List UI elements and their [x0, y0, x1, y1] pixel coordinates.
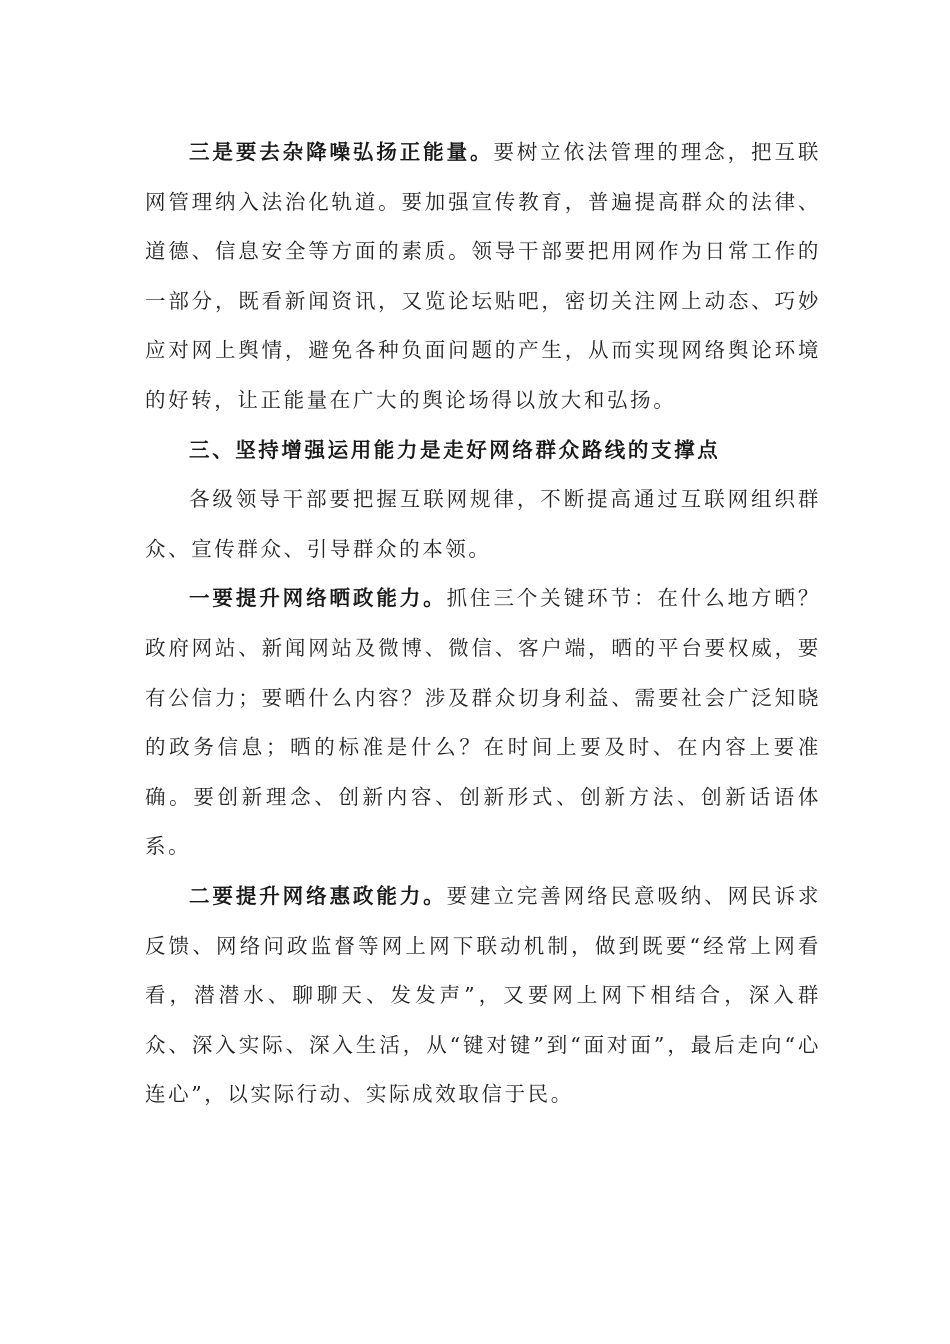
paragraph-body-text: 要树立依法管理的理念，把互联网管理纳入法治化轨道。要加强宣传教育，普遍提高群众的法律、道德、信息安全等方面的素质。领导干部要把用网作为日常工作的一部分，既看新闻资讯，又览论坛贴吧，密切关注网上动态、巧妙应对网上舆情，避免各种负面问题的产生，从而实现网络舆论环境的好转，让正能量在广大的舆论场得以放大和弘扬。	[145, 140, 821, 412]
paragraph-lead-text: 三是要去杂降噪弘扬正能量。	[189, 140, 494, 164]
paragraph-body-text: 各级领导干部要把握互联网规律，不断提高通过互联网组织群众、宣传群众、引导群众的本领。	[145, 487, 821, 561]
paragraph-body-text: 抓住三个关键环节：在什么地方晒？政府网站、新闻网站及微博、微信、客户端，晒的平台要权威，要有公信力；要晒什么内容？涉及群众切身利益、需要社会广泛知晓的政务信息；晒的标准是什么？在时间上要及时、在内容上要准确。要创新理念、创新内容、创新形式、创新方法、创新话语体系。	[145, 586, 821, 859]
paragraph-lead-text: 二要提升网络惠政能力。	[189, 883, 447, 908]
paragraph-leaders-master-internet	[145, 475, 821, 574]
paragraph-body-text: 要建立完善网络民意吸纳、网民诉求反馈、网络问政监督等网上网下联动机制，做到既要“经常上网看看，潜潜水、聊聊天、发发声”，又要网上网下相结合，深入群众、深入实际、深入生活，从“键对键”到“面对面”，最后走向“心连心”，以实际行动、实际成效取信于民。	[145, 883, 821, 1107]
section-heading-three: 三、坚持增强运用能力是走好网络群众路线的支撑点	[189, 437, 721, 462]
paragraph-publish-government-info	[145, 574, 821, 872]
document-body	[145, 128, 821, 1120]
paragraph-purify-online-space	[145, 128, 821, 426]
paragraph-online-public-service	[145, 872, 821, 1120]
paragraph-lead-text: 一要提升网络晒政能力。	[189, 586, 447, 611]
